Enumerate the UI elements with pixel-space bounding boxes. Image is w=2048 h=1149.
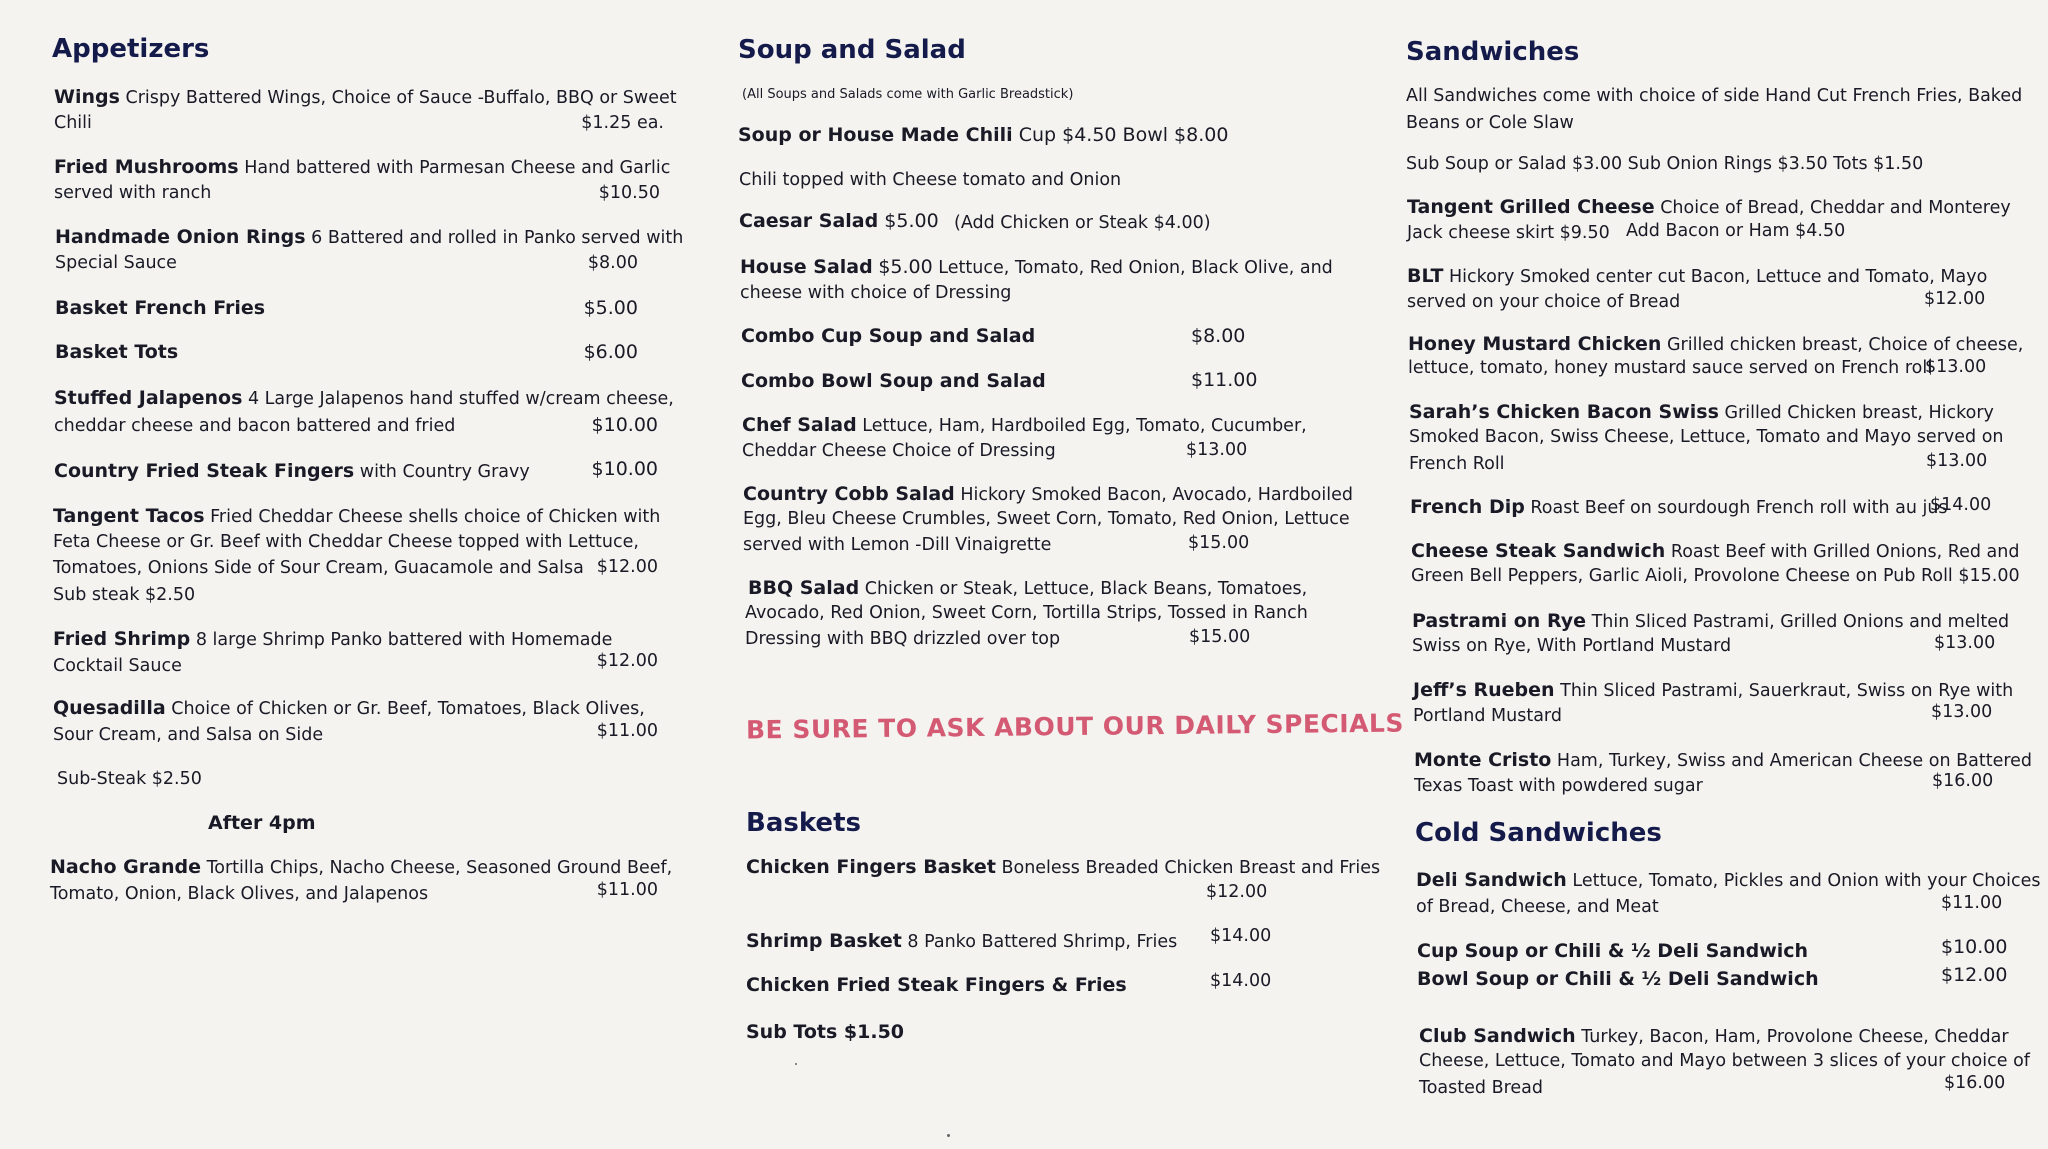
item-description: Choice of Bread, Cheddar and Monterey <box>1660 198 2011 218</box>
menu-item-caesar-salad <box>739 210 939 232</box>
item-description-line: lettuce, tomato, honey mustard sauce served on French roll <box>1408 358 1933 378</box>
menu-item-cheese-steak-sandwich <box>1411 540 2019 562</box>
cold-sandwiches-heading: Cold Sandwiches <box>1415 818 1662 848</box>
menu-item-house-salad <box>740 256 1333 278</box>
item-description-line: Egg, Bleu Cheese Crumbles, Sweet Corn, Tomato, Red Onion, Lettuce <box>743 509 1350 529</box>
menu-item-fried-shrimp <box>53 628 612 650</box>
item-name: House Salad <box>740 256 873 278</box>
item-description-line: Toasted Bread <box>1419 1078 1543 1098</box>
item-description-line: cheese with choice of Dressing <box>740 283 1012 303</box>
item-price: $1.25 ea. <box>581 113 664 133</box>
item-price: $11.00 <box>1941 893 2003 913</box>
menu-item-country-fried-steak-fingers <box>54 460 530 482</box>
item-description-line: Swiss on Rye, With Portland Mustard <box>1412 636 1732 656</box>
item-description: Chicken or Steak, Lettuce, Black Beans, Tomatoes, <box>864 579 1308 599</box>
item-name: Shrimp Basket <box>746 930 902 952</box>
item-description-line: Tomato, Onion, Black Olives, and Jalapenos <box>50 884 429 904</box>
item-name: Jeff’s Rueben <box>1413 679 1555 701</box>
item-description: 8 Panko Battered Shrimp, Fries <box>907 932 1178 952</box>
item-name: Club Sandwich <box>1419 1025 1576 1047</box>
item-price: $12.00 <box>1941 964 2008 986</box>
item-name: Handmade Onion Rings <box>55 226 306 248</box>
item-price: $14.00 <box>1930 495 1992 515</box>
baskets-heading: Baskets <box>746 808 861 838</box>
menu-item-basket-tots: Basket Tots <box>55 341 179 363</box>
item-price: $12.00 <box>1206 882 1268 902</box>
menu-item-blt <box>1407 265 1987 287</box>
item-description: Lettuce, Ham, Hardboiled Egg, Tomato, Cucumber, <box>862 416 1307 436</box>
menu-item-stuffed-jalapenos <box>54 387 674 409</box>
menu-item-honey-mustard-chicken <box>1408 333 2023 355</box>
item-price: $14.00 <box>1210 971 1272 991</box>
item-description: Lettuce, Tomato, Red Onion, Black Olive, and <box>938 258 1333 278</box>
after-4pm-heading: After 4pm <box>208 812 316 834</box>
menu-item-onion-rings <box>55 226 683 248</box>
item-price: $11.00 <box>596 880 658 900</box>
item-description-line: Chili topped with Cheese tomato and Onion <box>739 170 1122 190</box>
item-description-line: French Roll <box>1409 454 1505 474</box>
item-description: Roast Beef with Grilled Onions, Red and <box>1670 542 2020 562</box>
item-price: $14.00 <box>1210 926 1272 946</box>
item-description-line: Smoked Bacon, Swiss Cheese, Lettuce, Tomato and Mayo served on <box>1409 427 2004 447</box>
item-description-line: Special Sauce <box>55 253 177 273</box>
item-name: French Dip <box>1410 496 1525 518</box>
item-description: with Country Gravy <box>359 462 530 482</box>
sandwiches-sub-options: Sub Soup or Salad $3.00 Sub Onion Rings $3.50 Tots $1.50 <box>1406 154 1924 174</box>
menu-item-quesadilla <box>53 697 645 719</box>
item-description-line: of Bread, Cheese, and Meat <box>1416 897 1659 917</box>
item-description: Ham, Turkey, Swiss and American Cheese on Battered <box>1556 751 2033 771</box>
item-name: Tangent Tacos <box>53 505 205 527</box>
menu-item-nacho-grande <box>50 856 672 878</box>
item-description-line: Chili <box>54 113 92 133</box>
item-name: Stuffed Jalapenos <box>54 387 243 409</box>
item-description: Thin Sliced Pastrami, Sauerkraut, Swiss on Rye with <box>1560 681 2014 701</box>
item-name: BLT <box>1407 265 1444 287</box>
menu-item-pastrami-on-rye <box>1412 610 2009 632</box>
item-add-on: Add Bacon or Ham $4.50 <box>1626 221 1846 241</box>
menu-item-cup-soup-half-deli: Cup Soup or Chili & ½ Deli Sandwich <box>1417 940 1809 962</box>
item-price: $5.00 <box>878 256 933 278</box>
item-name: Fried Mushrooms <box>54 156 239 178</box>
item-description-line: served with Lemon -Dill Vinaigrette <box>743 535 1052 555</box>
item-description: 4 Large Jalapenos hand stuffed w/cream cheese, <box>247 389 674 409</box>
soup-salad-note: (All Soups and Salads come with Garlic Breadstick) <box>742 87 1074 102</box>
item-name: Country Cobb Salad <box>743 483 955 505</box>
item-description-line: Avocado, Red Onion, Sweet Corn, Tortilla Strips, Tossed in Ranch <box>745 603 1308 623</box>
item-description-line: Green Bell Peppers, Garlic Aioli, Provolone Cheese on Pub Roll $15.00 <box>1411 566 2020 586</box>
menu-item-combo-bowl: Combo Bowl Soup and Salad <box>741 370 1046 392</box>
item-description: Turkey, Bacon, Ham, Provolone Cheese, Cheddar <box>1581 1027 2009 1047</box>
menu-item-combo-cup: Combo Cup Soup and Salad <box>741 325 1036 347</box>
item-description: Grilled chicken breast, Choice of cheese, <box>1666 335 2024 355</box>
item-price: $15.00 <box>1189 627 1251 647</box>
item-description: Tortilla Chips, Nacho Cheese, Seasoned Ground Beef, <box>206 858 673 878</box>
item-description: Hand battered with Parmesan Cheese and Garlic <box>244 158 671 178</box>
sandwiches-intro-line: Beans or Cole Slaw <box>1406 113 1574 133</box>
item-name: Pastrami on Rye <box>1412 610 1586 632</box>
sub-steak-note: Sub-Steak $2.50 <box>57 769 202 789</box>
menu-item-basket-french-fries: Basket French Fries <box>55 297 266 319</box>
item-price: $12.00 <box>1924 289 1986 309</box>
item-description: 6 Battered and rolled in Panko served with <box>311 228 684 248</box>
item-price: $13.00 <box>1186 440 1248 460</box>
item-price: $8.00 <box>587 253 638 273</box>
item-description: Hickory Smoked center cut Bacon, Lettuce and Tomato, Mayo <box>1448 267 1988 287</box>
item-sub-note: Sub steak $2.50 <box>53 585 196 605</box>
item-description-line: Dressing with BBQ drizzled over top <box>745 629 1061 649</box>
item-price: $13.00 <box>1934 633 1996 653</box>
soup-salad-heading: Soup and Salad <box>738 35 966 65</box>
item-name: Quesadilla <box>53 697 166 719</box>
item-description-line: Cheese, Lettuce, Tomato and Mayo between 3 slices of your choice of <box>1419 1051 2030 1071</box>
item-name: Soup or House Made Chili <box>738 124 1013 146</box>
item-description: Crispy Battered Wings, Choice of Sauce -Buffalo, BBQ or Sweet <box>125 88 677 108</box>
item-add-on: (Add Chicken or Steak $4.00) <box>954 213 1211 233</box>
item-price: $10.00 <box>1941 936 2008 958</box>
item-description-line: Texas Toast with powdered sugar <box>1414 776 1703 796</box>
item-price: $10.00 <box>591 414 658 436</box>
item-price: $13.00 <box>1926 451 1988 471</box>
item-price: $11.00 <box>1191 369 1258 391</box>
menu-item-french-dip <box>1410 496 1948 518</box>
menu-item-tangent-grilled-cheese <box>1407 196 2011 218</box>
menu-item-jeffs-rueben <box>1413 679 2013 701</box>
item-price: $12.00 <box>596 651 658 671</box>
item-price: $16.00 <box>1932 771 1994 791</box>
item-description-line: Sour Cream, and Salsa on Side <box>53 725 324 745</box>
paper-speck <box>947 1134 950 1137</box>
item-name: Deli Sandwich <box>1416 869 1567 891</box>
menu-item-bbq-salad <box>748 577 1307 599</box>
item-name: Monte Cristo <box>1414 749 1552 771</box>
item-description: 8 large Shrimp Panko battered with Homemade <box>195 630 613 650</box>
menu-item-shrimp-basket <box>746 930 1177 952</box>
item-name: Sarah’s Chicken Bacon Swiss <box>1409 401 1719 423</box>
item-description-line: Jack cheese skirt $9.50 <box>1407 223 1610 243</box>
item-price: $5.00 <box>583 297 638 319</box>
item-description: Boneless Breaded Chicken Breast and Fries <box>1001 858 1381 878</box>
item-description: Lettuce, Tomato, Pickles and Onion with your Choices <box>1572 871 2041 891</box>
item-description-line: served with ranch <box>54 183 212 203</box>
item-price: Cup $4.50 Bowl $8.00 <box>1018 124 1229 146</box>
menu-item-soup-or-chili <box>738 124 1228 146</box>
menu-item-chef-salad <box>742 414 1307 436</box>
menu-item-chicken-fried-steak-fingers: Chicken Fried Steak Fingers & Fries <box>746 974 1127 996</box>
item-price: $16.00 <box>1944 1073 2006 1093</box>
item-price: $10.50 <box>598 183 660 203</box>
menu-item-tangent-tacos <box>53 505 660 527</box>
menu-item-wings <box>54 86 677 108</box>
item-description-line: cheddar cheese and bacon battered and fried <box>54 416 456 436</box>
paper-speck <box>795 1063 797 1065</box>
item-price: $15.00 <box>1188 533 1250 553</box>
item-name: Country Fried Steak Fingers <box>54 460 355 482</box>
appetizers-heading: Appetizers <box>52 34 210 64</box>
item-name: Chicken Fingers Basket <box>746 856 996 878</box>
sub-tots-note: Sub Tots $1.50 <box>746 1021 905 1043</box>
item-description: Hickory Smoked Bacon, Avocado, Hardboiled <box>960 485 1353 505</box>
sandwiches-heading: Sandwiches <box>1406 37 1580 67</box>
menu-item-bowl-soup-half-deli: Bowl Soup or Chili & ½ Deli Sandwich <box>1417 968 1819 990</box>
sandwiches-intro: All Sandwiches come with choice of side Hand Cut French Fries, Baked <box>1406 86 2023 106</box>
item-name: Cheese Steak Sandwich <box>1411 540 1666 562</box>
menu-item-fried-mushrooms <box>54 156 670 178</box>
item-description: Fried Cheddar Cheese shells choice of Chicken with <box>210 507 661 527</box>
item-description-line: Cocktail Sauce <box>53 656 182 676</box>
item-name: Honey Mustard Chicken <box>1408 333 1662 355</box>
menu-item-chicken-fingers-basket <box>746 856 1380 878</box>
item-description-line: Cheddar Cheese Choice of Dressing <box>742 441 1056 461</box>
menu-item-sarahs-chicken-bacon-swiss <box>1409 401 1994 423</box>
item-name: Chef Salad <box>742 414 857 436</box>
item-name: Caesar Salad <box>739 210 879 232</box>
item-price: $13.00 <box>1925 357 1987 377</box>
item-name: Fried Shrimp <box>53 628 191 650</box>
item-description-line: served on your choice of Bread <box>1407 292 1681 312</box>
item-price: $13.00 <box>1931 702 1993 722</box>
item-price: $11.00 <box>596 721 658 741</box>
item-price: $10.00 <box>591 458 658 480</box>
item-description: Grilled Chicken breast, Hickory <box>1724 403 1994 423</box>
menu-item-country-cobb-salad <box>743 483 1353 505</box>
item-price: $6.00 <box>583 341 638 363</box>
item-price: $8.00 <box>1191 325 1246 347</box>
item-name: Nacho Grande <box>50 856 201 878</box>
item-price: $12.00 <box>596 557 658 577</box>
item-name: Tangent Grilled Cheese <box>1407 196 1655 218</box>
item-name: Wings <box>54 86 120 108</box>
item-price: $5.00 <box>884 210 939 232</box>
item-description-line: Feta Cheese or Gr. Beef with Cheddar Cheese topped with Lettuce, <box>53 532 639 552</box>
daily-specials-banner: BE SURE TO ASK ABOUT OUR DAILY SPECIALS <box>745 708 1405 745</box>
item-description-line: Tomatoes, Onions Side of Sour Cream, Guacamole and Salsa <box>53 558 584 578</box>
menu-item-club-sandwich <box>1419 1025 2009 1047</box>
item-description: Roast Beef on sourdough French roll with au jus <box>1530 498 1948 518</box>
item-name: BBQ Salad <box>748 577 860 599</box>
item-description: Choice of Chicken or Gr. Beef, Tomatoes, Black Olives, <box>171 699 645 719</box>
menu-item-monte-cristo <box>1414 749 2032 771</box>
item-description: Thin Sliced Pastrami, Grilled Onions and melted <box>1591 612 2010 632</box>
item-description-line: Portland Mustard <box>1413 706 1562 726</box>
menu-item-deli-sandwich <box>1416 869 2040 891</box>
